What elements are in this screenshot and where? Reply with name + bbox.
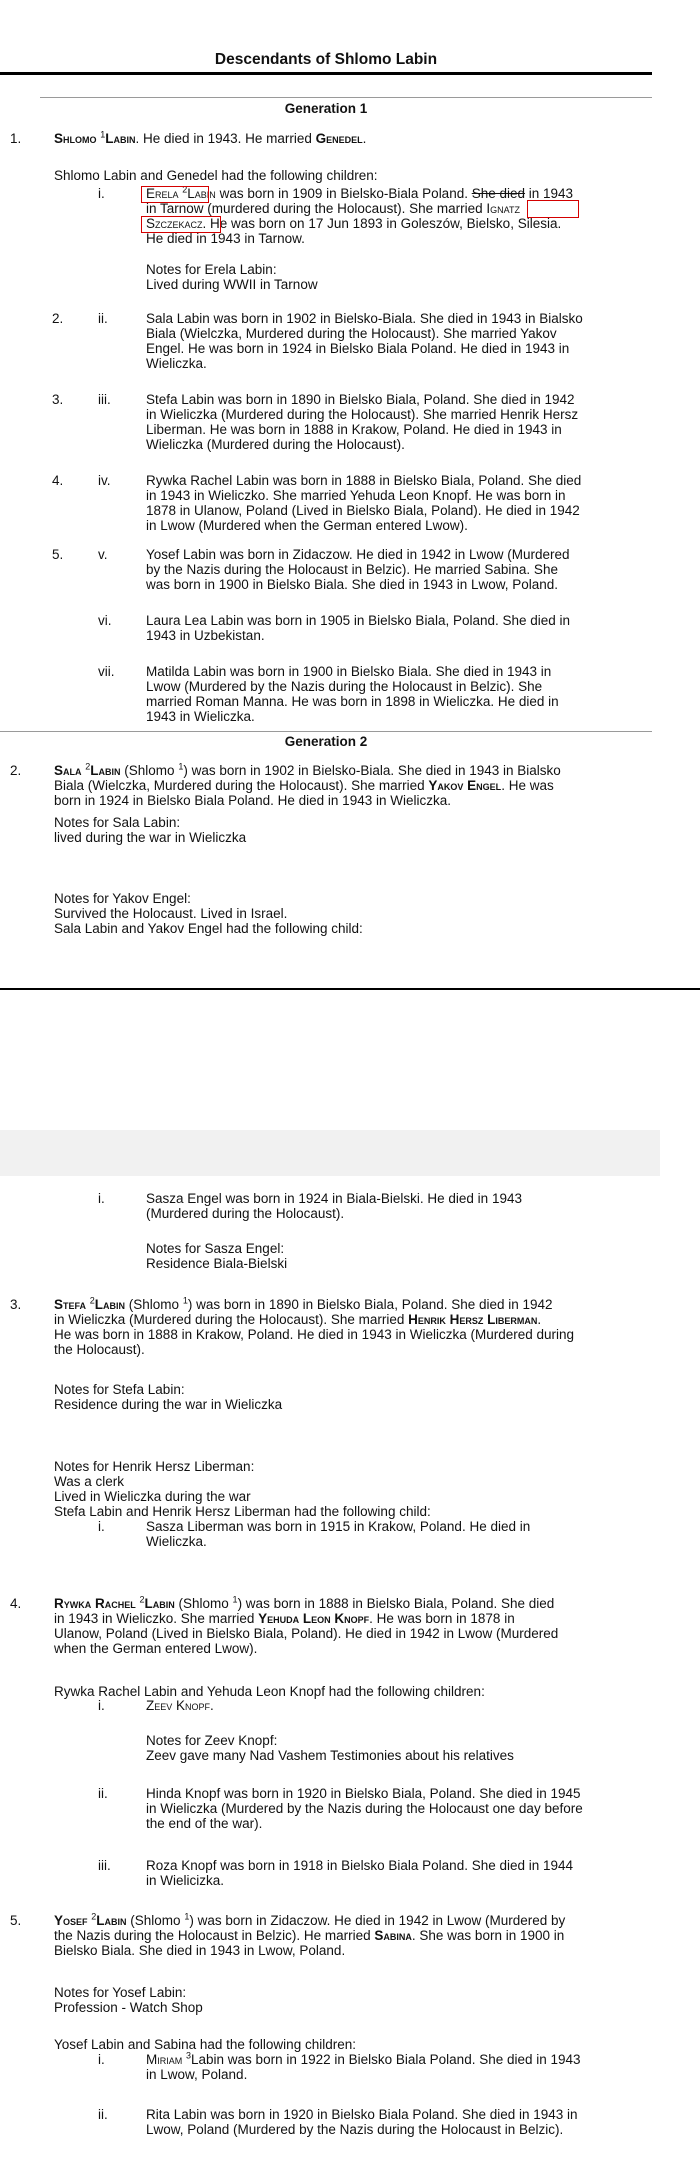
notes-heading: Notes for Stefa Labin: <box>54 1382 185 1397</box>
child-roman: i. <box>98 1698 105 1713</box>
child-entry-miriam: Miriam $^3$Labin was born in 1922 in Bielsko Biala Poland. She died in 1943 in Lwow, Poland. <box>146 2050 581 2082</box>
person-entry-shlomo: Shlomo $^1$Labin. He died in 1943. He married Genedel. <box>54 129 367 146</box>
notes-heading: Notes for Zeev Knopf: <box>146 1733 278 1748</box>
person-entry-sala: Sala $^2$Labin (Shlomo $^1$) was born in 1902 in Bielsko-Biala. She died in 1943 in Bialsko Biala (Wielczka, Murdered during the Holocaust). She married Yakov Engel. He was born in 1924 in Bielsko Biala Poland. He died in 1943 in Wieliczka. <box>54 761 561 808</box>
person-entry-rywka: Rywka Rachel $^2$Labin (Shlomo $^1$) was born in 1888 in Bielsko Biala, Poland. She died in 1943 in Wieliczko. She married Yehuda Leon Knopf. He was born in 1878 in Ulanow, Poland (Lived in Bielsko Biala, Poland). He died in 1942 in Lwow (Murdered when the German entered Lwow). <box>54 1594 559 1656</box>
generation1-heading: Generation 1 <box>284 101 368 116</box>
notes-heading: Notes for Henrik Hersz Liberman: <box>54 1459 255 1474</box>
person-number: 2. <box>10 763 22 778</box>
notes-body: Survived the Holocaust. Lived in Israel. <box>54 906 288 921</box>
highlight-box-erela <box>141 186 209 203</box>
child-entry-stefa: Stefa Labin was born in 1890 in Bielsko Biala, Poland. She died in 1942 in Wieliczka (Murdered during the Holocaust). She married Henrik Hersz Liberman. He was born in 1888 in Krakow, Poland. He died in 1943 in Wieliczka (Murdered during the Holocaust). <box>146 392 579 452</box>
child-roman: ii. <box>98 1786 108 1801</box>
person-number: 3. <box>10 1297 22 1312</box>
page-header-band <box>0 1130 660 1176</box>
person-entry-stefa: Stefa $^2$Labin (Shlomo $^1$) was born in 1890 in Bielsko Biala, Poland. She died in 1942 in Wieliczka (Murdered during the Holocaust). She married Henrik Hersz Liberman. He was born in 1888 in Krakow, Poland. He died in 1943 in Wieliczka (Murdered during the Holocaust). <box>54 1295 575 1357</box>
child-roman: i. <box>98 186 105 201</box>
generation2-heading: Generation 2 <box>284 734 368 749</box>
child-entry-hinda: Hinda Knopf was born in 1920 in Bielsko Biala, Poland. She died in 1945 in Wieliczka (Murdered by the Nazis during the Holocaust one day before the end of the war). <box>146 1786 583 1831</box>
notes-body: Profession - Watch Shop <box>54 2000 203 2015</box>
document-title: Descendants of Shlomo Labin <box>214 51 438 68</box>
child-entry-erela: Erela $^2$Labin was born in 1909 in Bielsko-Biala Poland. She died in 1943 in Tarnow (murdered during the Holocaust). She married Ignatz Szczekacz. He was born on 17 Jun 1893 in Goleszów, Bielsko, Silesia. He died in 1943 in Tarnow. <box>146 184 574 246</box>
child-entry-matilda: Matilda Labin was born in 1900 in Bielsko Biala. She died in 1943 in Lwow (Murdered by the Nazis during the Holocaust in Belzic). She married Roman Manna. He was born in 1898 in Wieliczka. He died in 1943 in Wieliczka. <box>146 664 559 724</box>
child-roman: i. <box>98 1191 105 1206</box>
child-roman: iii. <box>98 392 111 407</box>
child-entry-sasza-engel: Sasza Engel was born in 1924 in Biala-Bielski. He died in 1943 (Murdered during the Holocaust). <box>146 1191 522 1221</box>
child-number: 3. <box>52 392 64 407</box>
notes-body: Was a clerk <box>54 1474 125 1489</box>
children-intro: Sala Labin and Yakov Engel had the following child: <box>54 921 363 936</box>
generation1-rule <box>40 97 652 98</box>
child-roman: i. <box>98 1519 105 1534</box>
child-roman: iv. <box>98 473 111 488</box>
title-rule <box>0 72 652 75</box>
child-number: 5. <box>52 547 64 562</box>
child-entry-rita: Rita Labin was born in 1920 in Bielsko Biala Poland. She died in 1943 in Lwow, Poland (Murdered by the Nazis during the Holocaust in Belzic). <box>146 2107 578 2137</box>
child-entry-laura: Laura Lea Labin was born in 1905 in Bielsko Biala, Poland. She died in 1943 in Uzbekistan. <box>146 613 571 643</box>
child-entry-sala: Sala Labin was born in 1902 in Bielsko-Biala. She died in 1943 in Bialsko Biala (Wielczka, Murdered during the Holocaust). She married Yakov Engel. He was born in 1924 in Bielsko Biala Poland. He died in 1943 in Wieliczka. <box>146 311 583 371</box>
notes-body: Residence Biala-Bielski <box>146 1256 288 1271</box>
child-number: 2. <box>52 311 64 326</box>
erela-name: Erela $^2$Labin <box>146 184 216 201</box>
notes-body: lived during the war in Wieliczka <box>54 830 247 845</box>
child-entry-yosef: Yosef Labin was born in Zidaczow. He died in 1942 in Lwow (Murdered by the Nazis during the Holocaust in Belzic). He married Sabina. She was born in 1900 in Bielsko Biala. She died in 1943 in Lwow, Poland. <box>146 547 570 592</box>
highlight-box-szczekacz <box>141 216 221 233</box>
page-break-line <box>0 988 700 990</box>
children-intro: Yosef Labin and Sabina had the following children: <box>54 2037 356 2052</box>
children-intro: Stefa Labin and Henrik Hersz Liberman had the following child: <box>54 1504 431 1519</box>
szczekacz-name: Szczekacz. <box>146 216 207 231</box>
ignatz-name: Ignatz <box>486 201 521 216</box>
child-entry-rywka: Rywka Rachel Labin was born in 1888 in Bielsko Biala, Poland. She died in 1943 in Wieliczko. She married Yehuda Leon Knopf. He was born in 1878 in Ulanow, Poland (Lived in Bielsko Biala, Poland). He died in 1942 in Lwow (Murdered when the German entered Lwow). <box>146 473 582 533</box>
child-entry-roza: Roza Knopf was born in 1918 in Bielsko Biala Poland. She died in 1944 in Wielicizka. <box>146 1858 574 1888</box>
notes-heading: Notes for Yosef Labin: <box>54 1985 187 2000</box>
generation2-rule <box>0 731 652 732</box>
notes-heading: Notes for Erela Labin: <box>146 262 277 277</box>
child-roman: i. <box>98 2052 105 2067</box>
notes-heading: Notes for Sasza Engel: <box>146 1241 285 1256</box>
notes-body: Zeev gave many Nad Vashem Testimonies about his relatives <box>146 1748 514 1763</box>
child-roman: v. <box>98 547 108 562</box>
highlight-box-ignatz <box>527 200 579 218</box>
person-entry-yosef: Yosef $^2$Labin (Shlomo $^1$) was born in Zidaczow. He died in 1942 in Lwow (Murdered by the Nazis during the Holocaust in Belzic). He married Sabina. She was born in 1900 in Bielsko Biala. She died in 1943 in Lwow, Poland. <box>54 1911 566 1958</box>
child-roman: vi. <box>98 613 112 628</box>
person-number: 5. <box>10 1913 22 1928</box>
child-roman: iii. <box>98 1858 111 1873</box>
person-number: 4. <box>10 1596 22 1611</box>
child-entry-sasza-liberman: Sasza Liberman was born in 1915 in Krakow, Poland. He died in Wieliczka. <box>146 1519 531 1549</box>
notes-body: Residence during the war in Wieliczka <box>54 1397 283 1412</box>
notes-heading: Notes for Yakov Engel: <box>54 891 191 906</box>
child-roman: ii. <box>98 311 108 326</box>
child-number: 4. <box>52 473 64 488</box>
child-roman: vii. <box>98 664 115 679</box>
child-roman: ii. <box>98 2107 108 2122</box>
children-intro: Shlomo Labin and Genedel had the following children: <box>54 168 378 183</box>
person-number: 1. <box>10 131 22 146</box>
notes-heading: Notes for Sala Labin: <box>54 815 181 830</box>
notes-body: Lived in Wieliczka during the war <box>54 1489 251 1504</box>
children-intro: Rywka Rachel Labin and Yehuda Leon Knopf had the following children: <box>54 1684 485 1699</box>
notes-body: Lived during WWII in Tarnow <box>146 277 318 292</box>
child-entry-zeev: Zeev Knopf. <box>146 1698 214 1713</box>
